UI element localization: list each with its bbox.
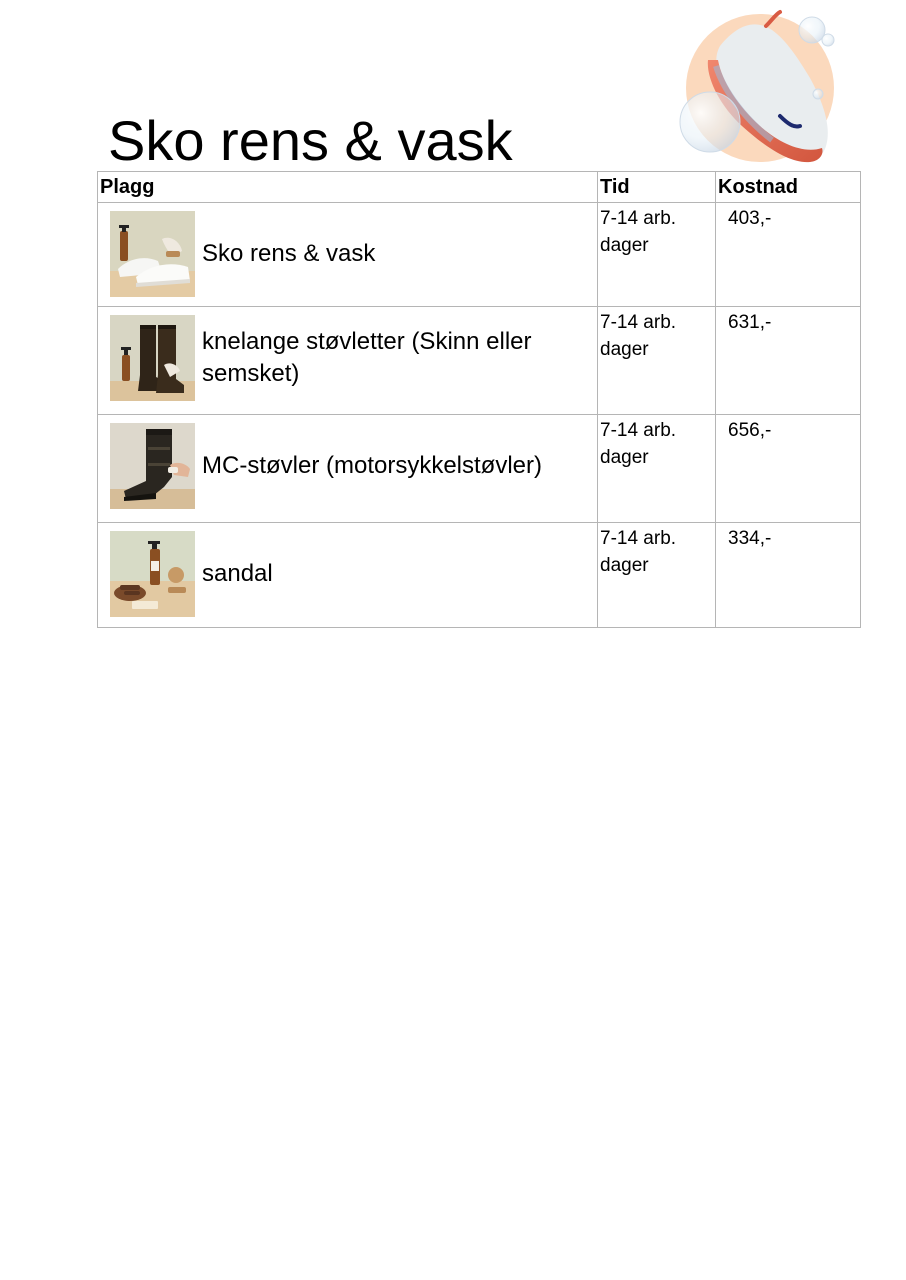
- item-name: Sko rens & vask: [202, 240, 376, 267]
- item-cost: 334,-: [728, 528, 772, 549]
- header-item: Plagg: [98, 172, 598, 203]
- item-cost: 656,-: [728, 420, 772, 441]
- item-time: 7-14 arb. dager: [600, 420, 677, 468]
- header-time: Tid: [598, 172, 716, 203]
- item-name: knelange støvletter (Skinn eller semsket): [202, 328, 532, 387]
- knee-boots-cleaning-photo: [110, 315, 195, 401]
- motorcycle-boot-cleaning-photo: [110, 423, 195, 509]
- sneaker-bubbles-image: [676, 8, 840, 170]
- table-row: [98, 307, 861, 415]
- header-cost: Kostnad: [716, 172, 861, 203]
- item-cost: 631,-: [728, 312, 772, 333]
- table-row: [98, 415, 861, 523]
- sandal-cleaning-photo: [110, 531, 195, 617]
- table-row: [98, 523, 861, 628]
- item-name: sandal: [202, 560, 273, 587]
- table-header-row: [98, 172, 861, 203]
- item-name: MC-støvler (motorsykkelstøvler): [202, 452, 542, 479]
- item-time: 7-14 arb. dager: [600, 208, 677, 256]
- item-time: 7-14 arb. dager: [600, 528, 677, 576]
- table-row: [98, 203, 861, 307]
- item-cost: 403,-: [728, 208, 772, 229]
- item-time: 7-14 arb. dager: [600, 312, 677, 360]
- page-title: Sko rens & vask: [108, 109, 513, 172]
- white-sneakers-cleaning-photo: [110, 211, 195, 297]
- price-table: [97, 171, 861, 628]
